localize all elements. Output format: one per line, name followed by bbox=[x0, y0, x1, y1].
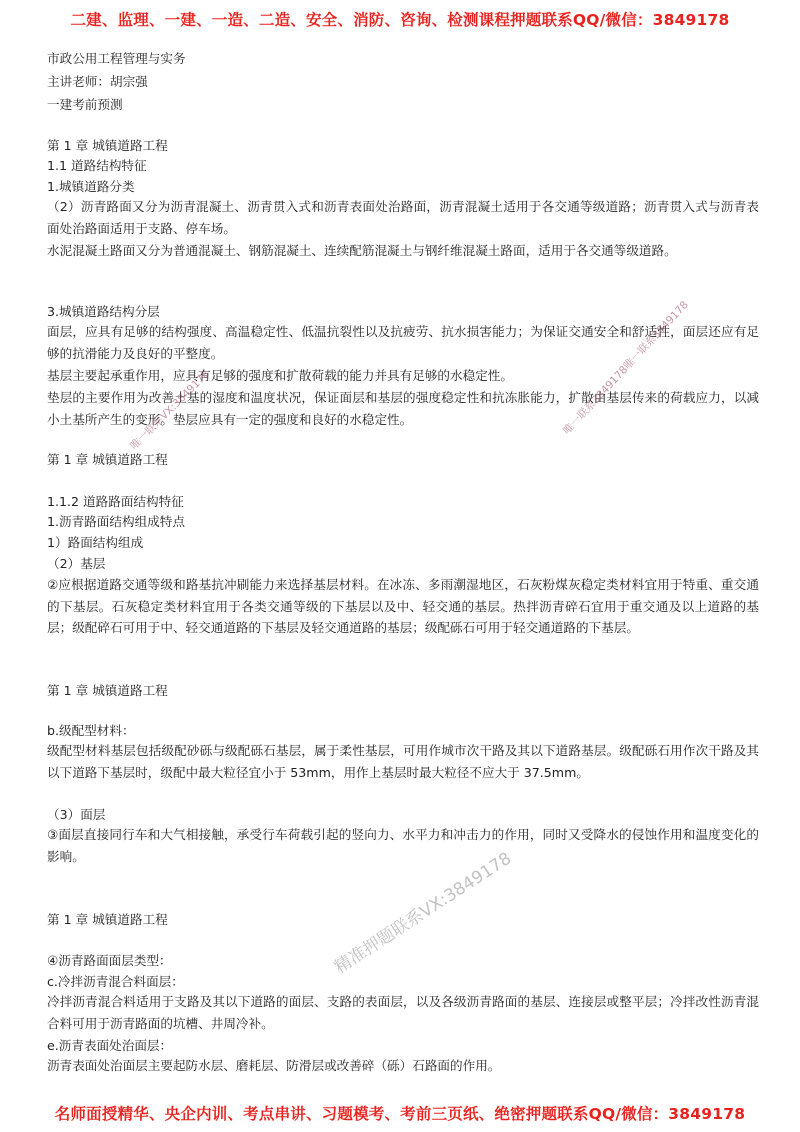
paragraph: 级配型材料基层包括级配砂砾与级配砾石基层，属于柔性基层，可用作城市次干路及其以下道路基层。级配砾石用作次干路及其以下道路下基层时，级配中最大粒径宜小于 53mm，用作上基层时最大粒径不应大于 37.5mm。 bbox=[47, 743, 759, 780]
item-heading: e.沥青表面处治面层： bbox=[47, 1038, 173, 1053]
section-heading: 1.1.2 道路路面结构特征 bbox=[47, 494, 184, 509]
item-heading: b.级配型材料： bbox=[47, 723, 135, 738]
subsection-heading: 1.沥青路面结构组成特点 bbox=[47, 514, 185, 529]
paragraph: 冷拌沥青混合料适用于支路及其以下道路的面层、支路的表面层，以及各级沥青路面的基层、连接层或整平层；冷拌改性沥青混合料可用于沥青路面的坑槽、井周冷补。 bbox=[47, 994, 759, 1031]
item-heading: （2）基层 bbox=[47, 556, 106, 571]
chapter-heading: 第 1 章 城镇道路工程 bbox=[47, 912, 168, 927]
watermark-left: 唯一联系VX:3849178 bbox=[128, 368, 213, 453]
chapter-heading: 第 1 章 城镇道路工程 bbox=[47, 683, 168, 698]
watermark-right: 唯一联系3849178唯一联系3849178 bbox=[560, 298, 691, 437]
paragraph: ③面层直接同行车和大气相接触，承受行车荷载引起的竖向力、水平力和冲击力的作用，同时又受降水的侵蚀作用和温度变化的影响。 bbox=[47, 827, 759, 864]
top-contact-banner: 二建、监理、一建、一造、二造、安全、消防、咨询、检测课程押题联系QQ/微信：3849178 bbox=[70, 11, 730, 29]
paragraph: 垫层的主要作用为改善土基的湿度和温度状况，保证面层和基层的强度稳定性和抗冻胀能力，扩散由基层传来的荷载应力，以减小土基所产生的变形。垫层应具有一定的强度和良好的水稳定性。 bbox=[47, 390, 759, 427]
course-title: 市政公用工程管理与实务 bbox=[47, 51, 186, 66]
paragraph: 水泥混凝土路面又分为普通混凝土、钢筋混凝土、连续配筋混凝土与钢纤维混凝土路面，适用于各交通等级道路。 bbox=[47, 243, 677, 258]
bottom-contact-banner: 名师面授精华、央企内训、考点串讲、习题模考、考前三页纸、绝密押题联系QQ/微信：3849178 bbox=[54, 1105, 746, 1123]
subtitle: 一建考前预测 bbox=[47, 97, 123, 112]
item-heading: ④沥青路面面层类型： bbox=[47, 953, 172, 968]
paragraph: 基层主要起承重作用，应具有足够的强度和扩散荷载的能力并具有足够的水稳定性。 bbox=[47, 368, 513, 383]
chapter-heading: 第 1 章 城镇道路工程 bbox=[47, 138, 168, 153]
watermark-center: 精准押题联系VX:3849178 bbox=[330, 848, 516, 978]
subsection-heading: 3.城镇道路结构分层 bbox=[47, 304, 160, 319]
section-heading: 1.1 道路结构特征 bbox=[47, 158, 147, 173]
chapter-heading: 第 1 章 城镇道路工程 bbox=[47, 452, 168, 467]
paragraph: ②应根据道路交通等级和路基抗冲刷能力来选择基层材料。在冰冻、多雨潮湿地区，石灰粉煤灰稳定类材料宜用于特重、重交通的下基层。石灰稳定类材料宜用于各类交通等级的下基层以及中、轻交通的基层。热拌沥青碎石宜用于重交通及以上道路的基层；级配碎石可用于中、轻交通道路的下基层及轻交通道路的基层；级配砾石可用于轻交通道路的下基层。 bbox=[47, 577, 759, 635]
subsection-heading: 1.城镇道路分类 bbox=[47, 179, 135, 194]
teacher-line: 主讲老师：胡宗强 bbox=[47, 74, 148, 89]
item-heading: （3）面层 bbox=[47, 807, 106, 822]
paragraph: 沥青表面处治面层主要起防水层、磨耗层、防滑层或改善碎（砾）石路面的作用。 bbox=[47, 1058, 501, 1073]
paragraph: （2）沥青路面又分为沥青混凝土、沥青贯入式和沥青表面处治路面，沥青混凝土适用于各交通等级道路；沥青贯入式与沥青表面处治路面适用于支路、停车场。 bbox=[47, 199, 759, 236]
item-heading: c.冷拌沥青混合料面层： bbox=[47, 974, 184, 989]
paragraph: 面层，应具有足够的结构强度、高温稳定性、低温抗裂性以及抗疲劳、抗水损害能力；为保证交通安全和舒适性，面层还应有足够的抗滑能力及良好的平整度。 bbox=[47, 324, 759, 361]
item-heading: 1）路面结构组成 bbox=[47, 535, 144, 550]
